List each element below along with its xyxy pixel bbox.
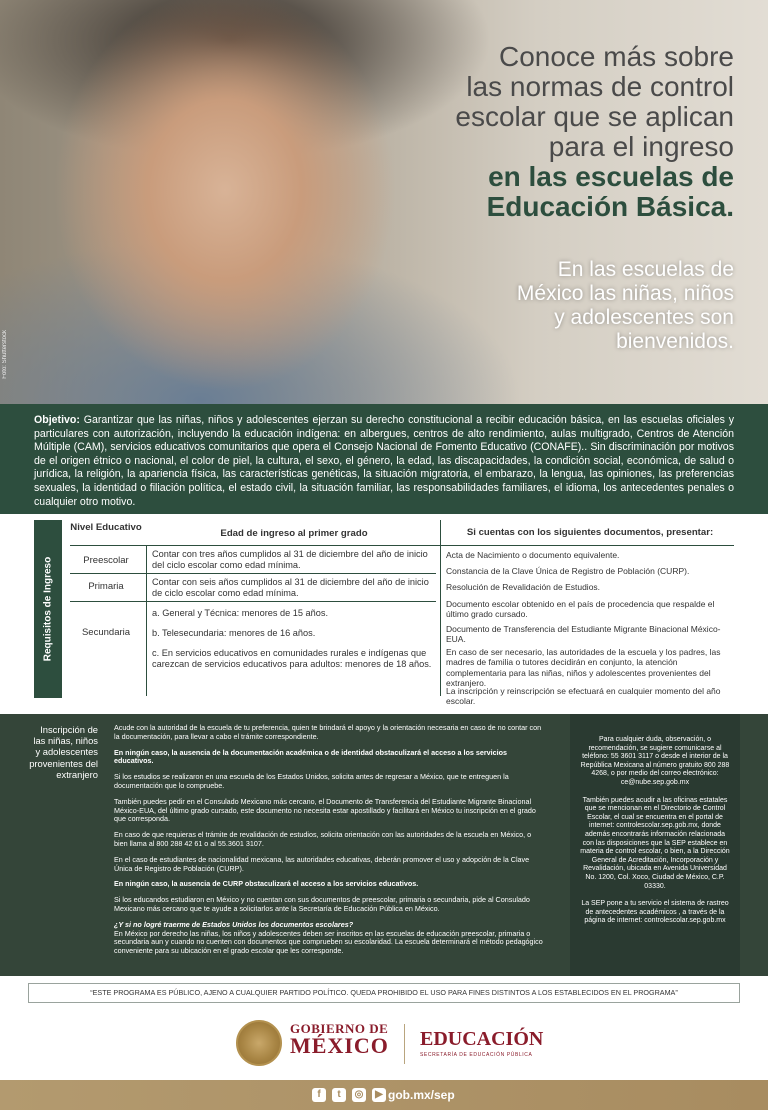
objective-label: Objetivo: bbox=[34, 414, 80, 426]
migrant-section-title: Inscripción de las niñas, niños y adolescentes provenientes del extranjero bbox=[29, 724, 98, 780]
hero-subtitle bbox=[414, 258, 734, 354]
doc-item: La inscripción y reinscripción se efectuará en cualquier momento del año escolar. bbox=[446, 686, 721, 707]
requirements-side-label bbox=[34, 520, 62, 698]
migrant-info-panel bbox=[0, 714, 768, 976]
hero-title-line: las normas de control bbox=[466, 71, 734, 102]
age-primaria: Contar con seis años cumplidos al 31 de diciembre del año de inicio de ciclo escolar como edad mínima. bbox=[152, 577, 429, 598]
twitter-icon[interactable]: t bbox=[332, 1088, 346, 1102]
body-paragraph-bold: En ningún caso, la ausencia de CURP obstaculizará el acceso a los servicios educativos. bbox=[114, 879, 419, 889]
hero-subtitle-line: En las escuelas de bbox=[557, 258, 734, 281]
contact-paragraph: Para cualquier duda, observación, o recomendación, se sugiere comunicarse al teléfono: 55 3601 3117 o desde el interior de la República Mexicana al número gratuito 800 288 4268, o por medio del correo electrónico: ce@nube.sep.gob.mx bbox=[580, 736, 730, 786]
footer-url[interactable]: gob.mx/sep bbox=[388, 1088, 455, 1102]
contact-panel bbox=[570, 714, 740, 976]
header-docs: Si cuentas con los siguientes documentos, presentar: bbox=[466, 527, 714, 538]
hero-title-line: para el ingreso bbox=[548, 131, 734, 162]
hero-title bbox=[354, 42, 734, 222]
instagram-icon[interactable]: ◎ bbox=[352, 1088, 366, 1102]
age-preescolar: Contar con tres años cumplidos al 31 de diciembre del año de inicio del ciclo escolar como edad mínima. bbox=[152, 549, 428, 570]
doc-item: Documento escolar obtenido en el país de procedencia que respalde el último grado cursado. bbox=[446, 599, 715, 620]
photo-credit: Foto: Shutterstock bbox=[2, 330, 8, 379]
gobierno-de-mexico-logo bbox=[290, 1022, 389, 1057]
doc-item: En caso de ser necesario, las autoridades de la escuela y los padres, las madres de familia o tutores decidirán en conjunto, la atención complementaria para las niñas, niños y adolescentes provenientes del extranjero. bbox=[446, 647, 721, 689]
header-age: Edad de ingreso al primer grado bbox=[220, 528, 368, 539]
objective-text: Garantizar que las niñas, niños y adolescentes ejerzan su derecho constitucional a recibir educación básica, en las escuelas oficiales y particulares con autorización, incluyendo la educación indígena: en albergues, centros de alto rendimiento, aulas multigrado, Centros de Atención Múltiple (CAM), servicios educativos comunitarios que opera el Consejo Nacional de Fomento Educativo (CONAFE).. Sin discriminación por motivos de el origen étnico o nacional, el color de piel, la cultura, el sexo, el género, la edad, las discapacidades, la condición social, económica, de salud o jurídica, la religión, la apariencia física, las características genéticas, la situación migratoria, el embarazo, la lengua, las opiniones, las preferencias sexuales, la identidad o filiación política, el estado civil, la situación familiar, las responsabilidades familiares, el idioma, los antecedentes penales o cualquier otro motivo. bbox=[34, 414, 734, 508]
contact-paragraph: La SEP pone a tu servicio el sistema de rastreo de antecedentes académicos , a través de la página de internet: controlescolar.sep.gob.mx bbox=[581, 900, 729, 925]
hero-title-line: escolar que se aplican bbox=[455, 101, 734, 132]
column-divider bbox=[440, 520, 441, 696]
contact-paragraph: También puedes acudir a las oficinas estatales que se mencionan en el Directorio de Control Escolar, el cual se encuentra en el portal de internet: controlescolar.sep.gob.mx, donde además encontrarás información relacionada con las disposiciones que la SEP establece en materia de control escolar, o bien, a la Dirección General de Acreditación, Incorporación y Revalidación, ubicada en Avenida Universidad No. 1200, Col. Xoco, Ciudad de México, C.P. 03330. bbox=[580, 796, 730, 890]
social-icons bbox=[312, 1088, 386, 1102]
age-secundaria-a: a. General y Técnica: menores de 15 años. bbox=[152, 608, 329, 618]
logos-bar bbox=[0, 1012, 768, 1078]
doc-item: Documento de Transferencia del Estudiante Migrante Binacional México-EUA. bbox=[446, 624, 721, 645]
level-preescolar: Preescolar bbox=[83, 555, 129, 566]
educacion-logo: EDUCACIÓN bbox=[420, 1028, 544, 1050]
question-title: ¿Y si no logré traerme de Estados Unidos los documentos escolares? bbox=[114, 919, 354, 929]
doc-item: Constancia de la Clave Única de Registro de Población (CURP). bbox=[446, 566, 690, 576]
column-divider bbox=[146, 545, 147, 696]
hero-subtitle-line: bienvenidos. bbox=[616, 330, 734, 353]
header-level: Nivel Educativo bbox=[70, 522, 142, 533]
row-divider bbox=[70, 573, 436, 574]
hero-title-highlight: en las escuelas de bbox=[488, 161, 734, 192]
body-paragraph: En caso de que requieras el trámite de revalidación de estudios, solicita orientación con las autoridades de la escuela en México, o bien llama al 800 288 42 61 o al 55.3601 3107. bbox=[114, 830, 532, 848]
facebook-icon[interactable]: f bbox=[312, 1088, 326, 1102]
level-secundaria: Secundaria bbox=[81, 627, 131, 638]
hero-subtitle-line: México las niñas, niños bbox=[516, 282, 734, 305]
educacion-logo-subtitle: SECRETARÍA DE EDUCACIÓN PÚBLICA bbox=[420, 1052, 533, 1058]
gob-logo-line2: MÉXICO bbox=[290, 1033, 389, 1058]
objective-panel bbox=[0, 404, 768, 514]
hero-title-highlight: Educación Básica. bbox=[486, 191, 734, 222]
body-paragraph: Si los educandos estudiaron en México y no cuentan con sus documentos de preescolar, primaria o secundaria, pide al Consulado Mexicano más cercano que te ayude a solicitarlos ante la Secretaría de Educación Pública en México. bbox=[114, 895, 530, 913]
requirements-side-text: Requisitos de Ingreso bbox=[42, 556, 54, 662]
doc-item: Acta de Nacimiento o documento equivalente. bbox=[446, 550, 620, 560]
body-paragraph: También puedes pedir en el Consulado Mexicano más cercano, el Documento de Transferencia del Estudiante Migrante Binacional México-EUA, del último grado cursado, este documento no necesita estar apostillado y facilitará en México tu inscripción en el grado que corresponda. bbox=[114, 796, 536, 824]
requirements-table bbox=[34, 520, 734, 707]
migrant-section-body bbox=[114, 724, 546, 963]
disclaimer: “ESTE PROGRAMA ES PÚBLICO, AJENO A CUALQUIER PARTIDO POLÍTICO. QUEDA PROHIBIDO EL USO PARA FINES DISTINTOS A LOS ESTABLECIDOS EN EL PROGRAMA” bbox=[28, 983, 740, 1003]
body-paragraph: En el caso de estudiantes de nacionalidad mexicana, las autoridades educativas, deberán promover el uso y adopción de la Clave Única de Registro de Población (CURP). bbox=[114, 854, 530, 873]
level-primaria: Primaria bbox=[88, 581, 124, 592]
question-answer: En México por derecho las niñas, los niños y adolescentes deben ser inscritos en las escuelas de educación preescolar, primaria o secundaria aun y cuando no cuenten con documentos que comprueben su escolaridad. La escuela determinará el método pedagógico conveniente para su ubicación en el grado escolar que les corresponde. bbox=[114, 928, 543, 956]
body-paragraph: Acude con la autoridad de la escuela de tu preferencia, quien te brindará el apoyo y la orientación necesaria en caso de no contar con la documentación, para llevar a cabo el trámite correspondiente. bbox=[114, 723, 542, 741]
body-paragraph: Si los estudios se realizaron en una escuela de los Estados Unidos, solicita antes de regresar a México, que te entreguen la documentación que lo compruebe. bbox=[114, 772, 509, 790]
hero-banner bbox=[0, 0, 768, 404]
header-divider bbox=[70, 545, 734, 546]
gob-logo-line1: GOBIERNO DE bbox=[290, 1021, 389, 1036]
hero-title-line: Conoce más sobre bbox=[498, 41, 734, 72]
mexico-seal-icon bbox=[236, 1020, 282, 1066]
row-divider bbox=[70, 601, 436, 602]
youtube-icon[interactable]: ▶ bbox=[372, 1088, 386, 1102]
age-secundaria-b: b. Telesecundaria: menores de 16 años. bbox=[152, 628, 316, 638]
logo-divider bbox=[404, 1024, 405, 1064]
hero-subtitle-line: y adolescentes son bbox=[554, 306, 734, 329]
doc-item: Resolución de Revalidación de Estudios. bbox=[446, 582, 601, 592]
body-paragraph-bold: En ningún caso, la ausencia de la documentación académica o de identidad obstaculizará el acceso a los servicios educativos. bbox=[114, 747, 508, 766]
footer-bar bbox=[0, 1080, 768, 1110]
age-secundaria-c: c. En servicios educativos en comunidades rurales e indígenas que carezcan de servicios educativos para adultos: menores de 18 años. bbox=[152, 648, 432, 669]
